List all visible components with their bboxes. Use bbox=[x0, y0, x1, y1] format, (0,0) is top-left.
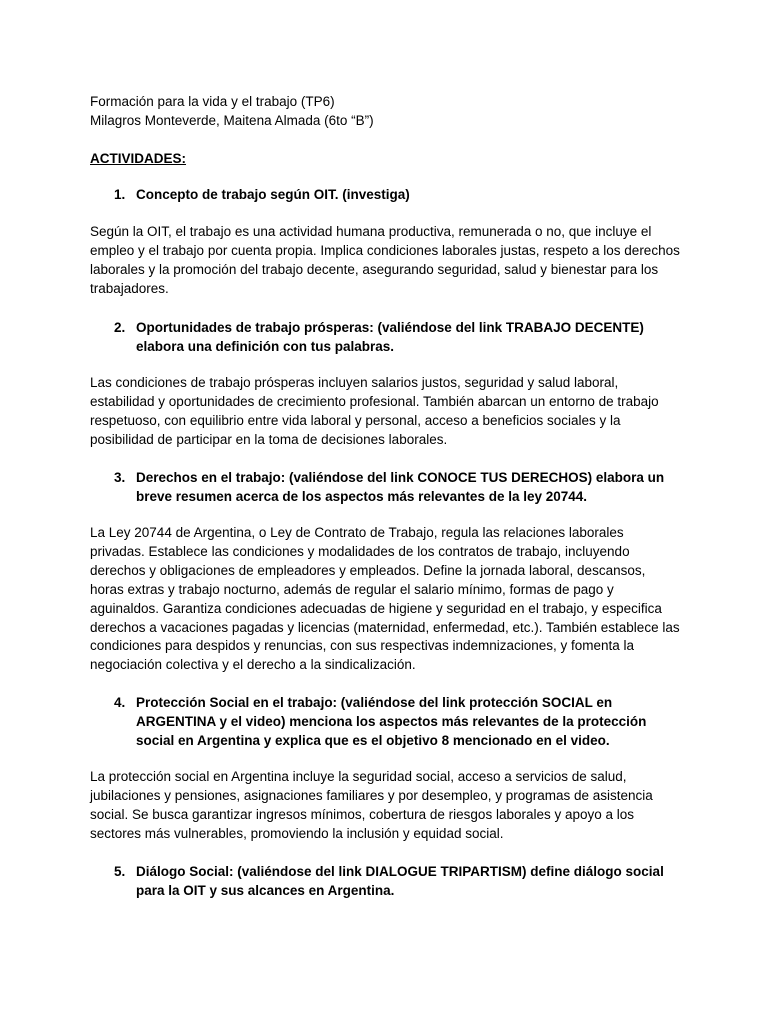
answer-1: Según la OIT, el trabajo es una actividad humana productiva, remunerada o no, que incluye el empleo y el trabajo por cuenta propia. Implica condiciones laborales justas, respeto a los derechos laborales y la promoción del trabajo decente, asegurando seguridad, salud y bienestar para los trabajadores. bbox=[90, 224, 680, 296]
document-title: Formación para la vida y el trabajo (TP6) bbox=[90, 94, 335, 109]
section-title: ACTIVIDADES: bbox=[90, 151, 187, 166]
answer-4: La protección social en Argentina incluye la seguridad social, acceso a servicios de salud, jubilaciones y pensiones, asignaciones familiares y por desempleo, y programas de asistencia social. Se busca garantizar ingresos mínimos, cobertura de riesgos laborales y apoyo a los sectores más vulnerables, promoviendo la inclusión y equidad social. bbox=[90, 769, 653, 841]
question-number: 1. bbox=[114, 187, 126, 202]
answer-2: Las condiciones de trabajo prósperas incluyen salarios justos, seguridad y salud laboral, estabilidad y oportunidades de crecimiento profesional. También abarcan un entorno de trabajo respetuoso, con equilibrio entre vida laboral y personal, acceso a beneficios sociales y la posibilidad de participar en la toma de decisiones laborales. bbox=[90, 375, 659, 447]
answer-3: La Ley 20744 de Argentina, o Ley de Contrato de Trabajo, regula las relaciones laborales privadas. Establece las condiciones y modalidades de los contratos de trabajo, incluyendo derechos y obligaciones de empleadores y empleados. Define la jornada laboral, descansos, horas extras y trabajo nocturno, además de regular el salario mínimo, formas de pago y aguinaldos. Garantiza condiciones adecuadas de higiene y seguridad en el trabajo, y especifica derechos a vacaciones pagadas y licencias (maternidad, enfermedad, etc.). También establece las condiciones para despidos y renuncias, con sus respectivas indemnizaciones, y fomenta la negociación colectiva y el derecho a la sindicalización. bbox=[90, 525, 680, 673]
question-number: 5. bbox=[114, 864, 126, 879]
question-number: 2. bbox=[114, 320, 126, 335]
question-text: Oportunidades de trabajo prósperas: (valiéndose del link TRABAJO DECENTE) elabora una definición con tus palabras. bbox=[136, 320, 644, 354]
question-number: 3. bbox=[114, 470, 126, 485]
question-text: Derechos en el trabajo: (valiéndose del link CONOCE TUS DERECHOS) elabora un breve resumen acerca de los aspectos más relevantes de la ley 20744. bbox=[136, 470, 665, 504]
question-text: Concepto de trabajo según OIT. (investiga) bbox=[136, 187, 410, 202]
document-authors: Milagros Monteverde, Maitena Almada (6to “B”) bbox=[90, 113, 374, 128]
question-text: Protección Social en el trabajo: (valiéndose del link protección SOCIAL en ARGENTINA y el video) menciona los aspectos más relevantes de la protección social en Argentina y explica que es el objetivo 8 mencionado en el video. bbox=[136, 695, 647, 748]
question-number: 4. bbox=[114, 695, 126, 710]
question-text: Diálogo Social: (valiéndose del link DIALOGUE TRIPARTISM) define diálogo social para la OIT y sus alcances en Argentina. bbox=[136, 864, 664, 898]
